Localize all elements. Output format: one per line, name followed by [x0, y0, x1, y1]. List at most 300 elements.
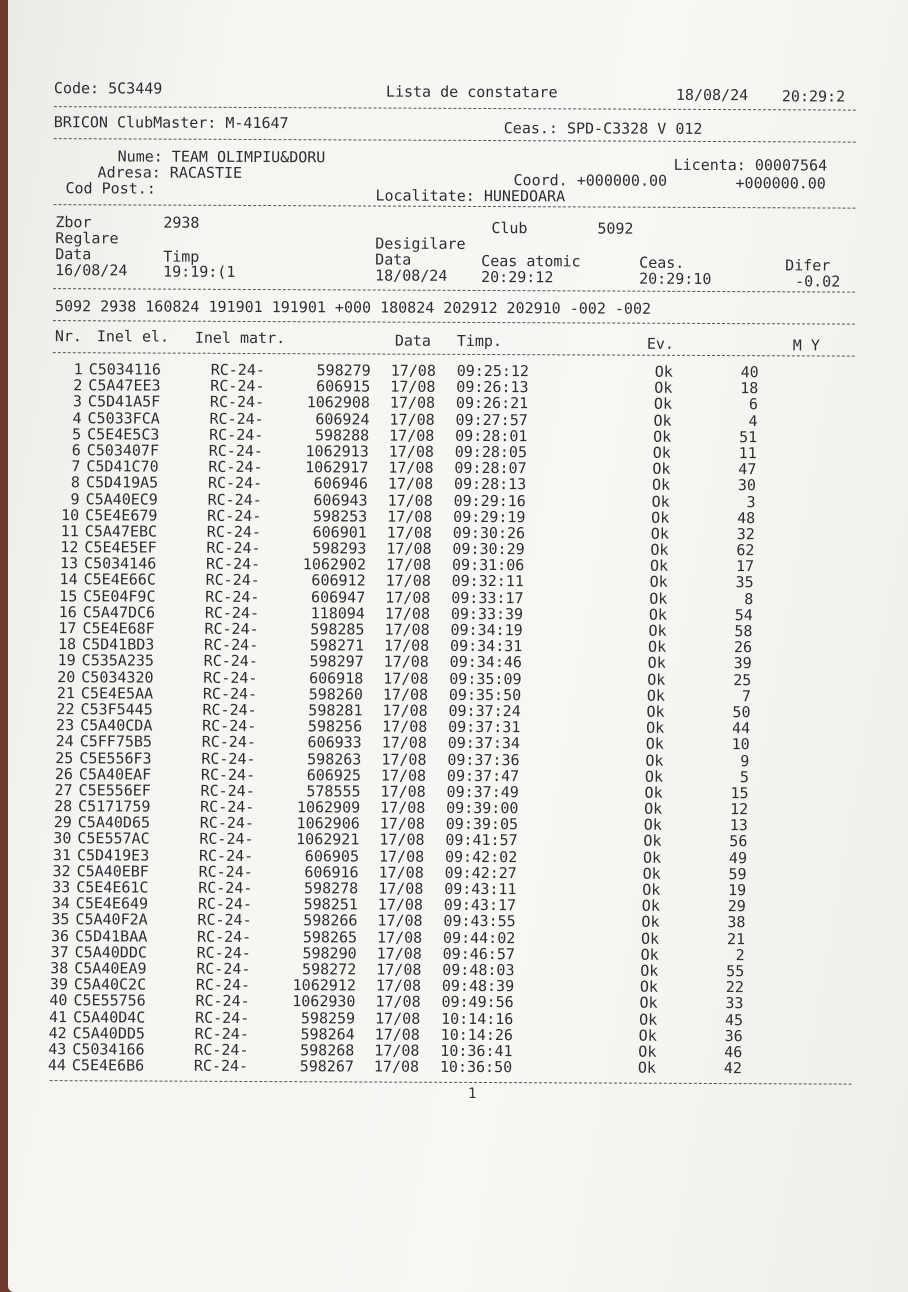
row-number: 44	[47, 1056, 66, 1075]
arrival-date: 17/08	[384, 636, 430, 655]
arrival-time: 09:49:56	[441, 993, 514, 1012]
row-number: 30	[53, 829, 72, 848]
owner-name: Nume: TEAM OLIMPIU&DORU	[117, 147, 326, 167]
arrival-time: 09:37:47	[446, 766, 520, 785]
electronic-ring: C5E4E61C	[76, 878, 149, 897]
arrival-date: 17/08	[388, 442, 434, 461]
row-number: 23	[56, 716, 75, 735]
row-number: 12	[60, 538, 79, 557]
flight-label: Zbor	[55, 213, 92, 232]
electronic-ring: C5E4E5AA	[80, 683, 154, 703]
col-inel-matr: Inel matr.	[194, 328, 286, 348]
my-value: 3	[746, 492, 756, 511]
arrival-date: 17/08	[385, 555, 432, 575]
my-value: 38	[727, 913, 746, 932]
date-label: Data	[55, 245, 92, 264]
event-status: Ok	[641, 896, 660, 915]
ring-prefix: RC-24-	[200, 765, 256, 784]
arrival-date: 17/08	[383, 669, 429, 688]
arrival-date: 17/08	[389, 410, 435, 429]
ring-prefix: RC-24-	[199, 830, 254, 849]
arrival-time: 09:37:24	[448, 701, 521, 721]
event-status: Ok	[650, 524, 669, 543]
row-number: 18	[57, 635, 77, 654]
ring-number: 598259	[300, 1008, 356, 1027]
report-title: Lista de constatare	[385, 82, 558, 102]
arrival-time: 09:39:00	[446, 798, 519, 818]
row-number: 28	[54, 797, 73, 816]
event-status: Ok	[648, 637, 667, 656]
clock-time: 20:29:10	[639, 269, 712, 288]
arrival-time: 09:31:06	[451, 556, 525, 575]
electronic-ring: C5033FCA	[87, 408, 160, 428]
electronic-ring: C5E55756	[73, 991, 146, 1010]
ring-prefix: RC-24-	[202, 684, 258, 703]
ring-prefix: RC-24-	[204, 635, 259, 655]
electronic-ring: C5A40EC9	[85, 489, 158, 509]
arrival-time: 09:42:27	[444, 863, 517, 882]
ring-number: 1062930	[292, 992, 356, 1011]
event-status: Ok	[638, 1042, 657, 1061]
my-value: 18	[740, 379, 759, 398]
electronic-ring: C5D419E3	[76, 845, 150, 865]
electronic-ring: C5034116	[88, 360, 162, 379]
arrival-date: 17/08	[378, 863, 424, 882]
ring-prefix: RC-24-	[198, 862, 253, 881]
col-ev: Ev.	[646, 334, 674, 353]
my-value: 36	[724, 1026, 743, 1045]
divider	[54, 106, 856, 110]
arrival-time: 09:28:05	[454, 442, 528, 462]
ring-prefix: RC-24-	[198, 846, 254, 865]
ring-prefix: RC-24-	[206, 522, 262, 541]
electronic-ring: C5A40F2A	[75, 910, 148, 929]
col-timp: Timp.	[456, 331, 503, 351]
my-value: 10	[731, 735, 750, 754]
arrival-time: 09:25:12	[456, 361, 530, 381]
electronic-ring: C5A40D4C	[73, 1007, 146, 1027]
event-status: Ok	[642, 880, 661, 899]
arrival-date: 17/08	[386, 539, 432, 558]
club-label: Club	[491, 219, 528, 238]
event-status: Ok	[644, 799, 663, 818]
col-inel-el: Inel el.	[96, 327, 170, 346]
ring-prefix: RC-24-	[195, 975, 251, 995]
arrival-table	[22, 361, 855, 1077]
electronic-ring: C5A40DD5	[72, 1023, 145, 1043]
arrival-time: 09:30:29	[452, 539, 525, 559]
event-status: Ok	[639, 1010, 658, 1029]
arrival-time: 09:46:57	[442, 944, 515, 963]
arrival-date: 17/08	[377, 895, 424, 914]
arrival-time: 09:35:50	[448, 685, 522, 704]
clock-model: Ceas.: SPD-C3328 V 012	[503, 119, 703, 138]
arrival-date: 17/08	[390, 361, 436, 380]
row-number: 2	[73, 376, 83, 395]
ring-number: 598268	[300, 1041, 355, 1060]
my-value: 21	[726, 929, 746, 948]
ring-prefix: RC-24-	[205, 555, 261, 574]
electronic-ring: C5D41C70	[86, 457, 159, 476]
arrival-date: 17/08	[385, 572, 431, 591]
ring-number: 606925	[306, 765, 361, 785]
row-number: 8	[70, 473, 81, 492]
arrival-date: 17/08	[382, 701, 428, 720]
my-value: 44	[732, 719, 751, 738]
event-status: Ok	[653, 427, 672, 446]
row-number: 10	[61, 505, 80, 524]
my-value: 11	[738, 444, 757, 463]
ring-number: 598251	[303, 895, 358, 914]
event-status: Ok	[640, 945, 659, 964]
arrival-date: 17/08	[378, 879, 424, 898]
arrival-time: 09:43:17	[443, 896, 517, 915]
electronic-ring: C5A40EAF	[78, 764, 152, 784]
arrival-time: 09:37:36	[447, 750, 520, 769]
my-value: 56	[729, 832, 748, 851]
ring-number: 598256	[307, 717, 363, 736]
paper-sheet	[8, 0, 908, 1292]
arrival-date: 17/08	[387, 507, 433, 526]
ring-number: 118094	[310, 604, 365, 623]
my-value: 54	[734, 605, 753, 624]
event-status: Ok	[641, 929, 660, 948]
report-time: 20:29:2	[781, 87, 846, 106]
electronic-ring: C5A40D65	[77, 813, 151, 832]
arrival-date: 17/08	[382, 685, 429, 704]
arrival-date: 17/08	[379, 830, 425, 850]
ring-number: 606905	[304, 846, 360, 866]
electronic-ring: C5E4E679	[85, 505, 158, 525]
col-data: Data	[394, 331, 432, 350]
my-value: 58	[734, 622, 753, 641]
row-number: 19	[57, 651, 76, 670]
ring-prefix: RC-24-	[208, 441, 263, 460]
event-status: Ok	[643, 815, 662, 835]
ring-prefix: RC-24-	[207, 506, 262, 525]
ring-number: 606933	[307, 733, 362, 752]
ring-prefix: RC-24-	[196, 943, 251, 962]
my-value: 35	[735, 573, 754, 592]
ring-prefix: RC-24-	[210, 376, 265, 396]
event-status: Ok	[651, 492, 670, 511]
arrival-time: 09:33:17	[451, 588, 524, 607]
arrival-time: 10:14:26	[440, 1025, 513, 1044]
arrival-time: 09:26:21	[455, 394, 529, 413]
ring-number: 606943	[313, 490, 368, 509]
electronic-ring: C5034146	[83, 554, 157, 573]
event-status: Ok	[644, 783, 663, 802]
clock-label: Ceas.	[639, 253, 685, 272]
electronic-ring: C5E4E5C3	[87, 425, 160, 444]
electronic-ring: C5E4E68F	[82, 619, 155, 638]
row-number: 11	[60, 522, 79, 541]
event-status: Ok	[648, 621, 667, 640]
row-number: 35	[51, 910, 70, 929]
arrival-time: 09:28:13	[453, 475, 527, 494]
electronic-ring: C5A40DDC	[74, 942, 147, 962]
divider	[54, 138, 856, 142]
my-value: 13	[729, 816, 748, 835]
arrival-time: 09:34:19	[450, 620, 523, 640]
electronic-ring: C5A47EBC	[84, 522, 158, 541]
event-status: Ok	[654, 362, 673, 381]
event-status: Ok	[652, 459, 671, 478]
row-number: 26	[54, 764, 73, 783]
ring-prefix: RC-24-	[206, 538, 261, 558]
ring-prefix: RC-24-	[195, 1008, 250, 1027]
my-value: 4	[748, 411, 758, 430]
ring-prefix: RC-24-	[207, 474, 263, 493]
date-label-2: Data	[375, 250, 412, 269]
table-row	[8, 1057, 838, 1077]
row-number: 21	[56, 683, 75, 702]
ring-number: 598265	[302, 927, 358, 947]
arrival-time: 09:29:19	[453, 507, 526, 526]
my-value: 45	[724, 1010, 744, 1029]
arrival-date: 17/08	[373, 1057, 420, 1076]
ring-prefix: RC-24-	[198, 878, 253, 897]
arrival-time: 09:29:16	[453, 491, 526, 510]
printed-report	[26, 76, 856, 1078]
report-date: 18/08/24	[675, 85, 749, 105]
electronic-ring: C5FF75B5	[79, 732, 153, 751]
my-value: 26	[733, 638, 753, 657]
event-status: Ok	[639, 993, 658, 1013]
my-value: 8	[744, 589, 754, 608]
event-status: Ok	[651, 476, 671, 495]
postal-code: Cod Post.:	[65, 179, 156, 198]
ring-number: 606924	[315, 409, 370, 429]
ring-prefix: RC-24-	[209, 425, 264, 444]
ring-number: 598264	[300, 1024, 355, 1044]
my-value: 46	[724, 1042, 743, 1062]
my-value: 62	[736, 541, 755, 560]
arrival-time: 09:37:31	[448, 717, 521, 737]
my-value: 59	[728, 864, 747, 883]
arrival-date: 17/08	[374, 1041, 420, 1060]
electronic-ring: C5E556F3	[79, 748, 152, 768]
ring-number: 578555	[306, 782, 361, 801]
ring-number: 598297	[309, 652, 364, 671]
arrival-date: 17/08	[385, 588, 431, 607]
row-number: 37	[50, 942, 69, 961]
event-status: Ok	[637, 1058, 657, 1077]
arrival-time: 09:44:02	[443, 928, 516, 947]
electronic-ring: C5E04F9C	[83, 586, 156, 606]
my-value: 2	[735, 945, 745, 964]
row-number: 7	[71, 457, 81, 476]
arrival-time: 09:34:31	[450, 637, 523, 656]
event-status: Ok	[642, 864, 661, 883]
arrival-date: 17/08	[383, 652, 429, 672]
arrival-time: 09:43:55	[443, 912, 516, 931]
arrival-date: 17/08	[376, 944, 422, 963]
arrival-time: 09:30:26	[452, 523, 526, 543]
divider	[53, 288, 855, 292]
electronic-ring: C5E4E66C	[83, 570, 156, 590]
ring-prefix: RC-24-	[201, 749, 256, 768]
event-status: Ok	[648, 605, 667, 624]
event-status: Ok	[641, 913, 660, 932]
electronic-ring: C5A47DC6	[82, 603, 156, 622]
ring-prefix: RC-24-	[204, 603, 260, 622]
my-value: 33	[725, 994, 744, 1013]
divider	[50, 1080, 852, 1084]
arrival-date: 17/08	[375, 976, 422, 995]
electronic-ring: C5034320	[81, 667, 154, 687]
event-status: Ok	[644, 767, 664, 786]
arrival-time: 09:41:57	[445, 831, 518, 850]
my-value: 39	[733, 654, 752, 673]
arrival-time: 09:43:11	[444, 879, 517, 899]
row-number: 40	[49, 991, 68, 1010]
event-status: Ok	[649, 573, 668, 592]
arrival-date: 17/08	[380, 766, 427, 785]
arrival-date: 17/08	[375, 1009, 421, 1028]
ring-prefix: RC-24-	[209, 409, 264, 428]
arrival-time: 09:33:39	[450, 604, 524, 623]
ring-number: 1062908	[306, 393, 370, 412]
ring-number: 598285	[310, 620, 365, 639]
ring-number: 1062921	[296, 830, 360, 849]
arrival-date: 17/08	[377, 911, 423, 931]
ring-number: 598271	[309, 636, 365, 655]
arrival-time: 09:42:02	[444, 847, 518, 866]
ring-number: 1062913	[305, 442, 369, 461]
my-value: 29	[727, 897, 746, 916]
row-number: 43	[48, 1039, 67, 1059]
electronic-ring: C5171759	[78, 797, 151, 816]
my-value: 50	[732, 703, 751, 722]
page-number: 1	[468, 1086, 477, 1102]
row-number: 33	[52, 878, 71, 897]
system-label: BRICON ClubMaster: M-41647	[53, 113, 289, 133]
my-value: 25	[733, 670, 752, 689]
row-number: 42	[48, 1023, 67, 1042]
arrival-date: 17/08	[377, 928, 423, 947]
electronic-ring: C5E4E5EF	[84, 538, 157, 557]
my-value: 55	[726, 962, 745, 981]
electronic-ring: C5A40EBF	[76, 862, 149, 881]
event-status: Ok	[647, 654, 666, 673]
my-value: 5	[739, 767, 749, 786]
row-number: 27	[54, 781, 73, 800]
setting-date: 16/08/24	[55, 261, 128, 280]
row-number: 39	[49, 975, 68, 994]
code-label: Code: 5C3449	[53, 79, 163, 98]
arrival-date: 17/08	[379, 814, 425, 833]
ring-number: 606946	[313, 474, 369, 493]
atomic-time: 20:29:12	[481, 267, 554, 287]
locality: Localitate: HUNEDOARA	[375, 186, 566, 206]
row-number: 4	[72, 408, 82, 427]
arrival-date: 17/08	[384, 620, 430, 639]
row-number: 16	[58, 602, 77, 622]
ring-prefix: RC-24-	[200, 797, 255, 817]
row-number: 3	[72, 392, 82, 411]
event-status: Ok	[647, 670, 666, 689]
event-status: Ok	[649, 589, 668, 608]
arrival-date: 17/08	[382, 717, 428, 736]
my-value: 22	[725, 978, 744, 997]
electronic-ring: C5E556EF	[78, 781, 151, 800]
event-status: Ok	[640, 961, 659, 980]
event-status: Ok	[639, 977, 658, 996]
ring-prefix: RC-24-	[197, 911, 252, 930]
arrival-date: 17/08	[386, 523, 433, 542]
event-status: Ok	[649, 556, 669, 576]
arrival-date: 17/08	[374, 1025, 420, 1044]
ring-number: 598266	[303, 911, 358, 930]
my-value: 30	[737, 476, 757, 495]
arrival-time: 09:26:13	[456, 378, 529, 397]
ring-number: 606918	[309, 668, 364, 688]
club-number: 5092	[597, 219, 634, 238]
row-number: 20	[57, 667, 76, 686]
coordinates-2: +000000.00	[735, 174, 826, 193]
row-number: 14	[59, 570, 78, 589]
electronic-ring: C5D41A5F	[87, 392, 161, 411]
electronic-ring: C5E4E649	[75, 894, 149, 913]
arrival-time: 10:14:16	[441, 1009, 514, 1028]
ring-number: 1062917	[305, 458, 369, 477]
arrival-date: 17/08	[381, 750, 427, 769]
ring-prefix: RC-24-	[210, 360, 265, 380]
divider	[53, 320, 855, 324]
ring-prefix: RC-24-	[205, 571, 260, 590]
arrival-time: 09:28:01	[455, 426, 528, 445]
ring-number: 598263	[307, 749, 362, 768]
electronic-ring: C5A40CDA	[80, 716, 153, 735]
ring-prefix: RC-24-	[202, 700, 257, 719]
unsealing-date: 18/08/24	[375, 266, 448, 285]
electronic-ring: C5E4E6B6	[71, 1056, 145, 1075]
event-status: Ok	[642, 848, 662, 867]
ring-prefix: RC-24-	[205, 587, 260, 606]
arrival-time: 09:34:46	[449, 653, 522, 672]
unsealing-label: Desigilare	[375, 234, 466, 253]
arrival-date: 17/08	[389, 426, 435, 445]
col-my: M Y	[792, 336, 820, 355]
row-number: 34	[51, 894, 70, 913]
row-number: 6	[71, 441, 81, 460]
my-value: 40	[740, 363, 759, 382]
electronic-ring: C5D419A5	[85, 473, 159, 492]
my-value: 15	[730, 783, 749, 803]
arrival-time: 09:48:03	[442, 960, 515, 980]
arrival-date: 17/08	[376, 960, 422, 979]
row-number: 36	[50, 926, 70, 945]
my-value: 49	[728, 848, 748, 867]
license-number: Licenta: 00007564	[673, 155, 828, 175]
electronic-ring: C5D41BAA	[75, 926, 148, 946]
arrival-time: 09:28:07	[454, 458, 527, 478]
ring-number: 1062912	[292, 976, 356, 995]
event-status: Ok	[652, 443, 671, 462]
electronic-ring: C53F5445	[80, 700, 153, 719]
my-value: 19	[728, 881, 747, 900]
event-status: Ok	[638, 1026, 657, 1045]
arrival-date: 17/08	[389, 393, 436, 413]
ring-number: 606915	[316, 377, 371, 396]
arrival-date: 17/08	[381, 733, 427, 753]
event-status: Ok	[646, 718, 665, 737]
arrival-date: 17/08	[387, 491, 433, 510]
ring-number: 1062902	[302, 555, 367, 574]
ring-prefix: RC-24-	[201, 733, 256, 752]
ring-number: 606912	[311, 571, 366, 590]
